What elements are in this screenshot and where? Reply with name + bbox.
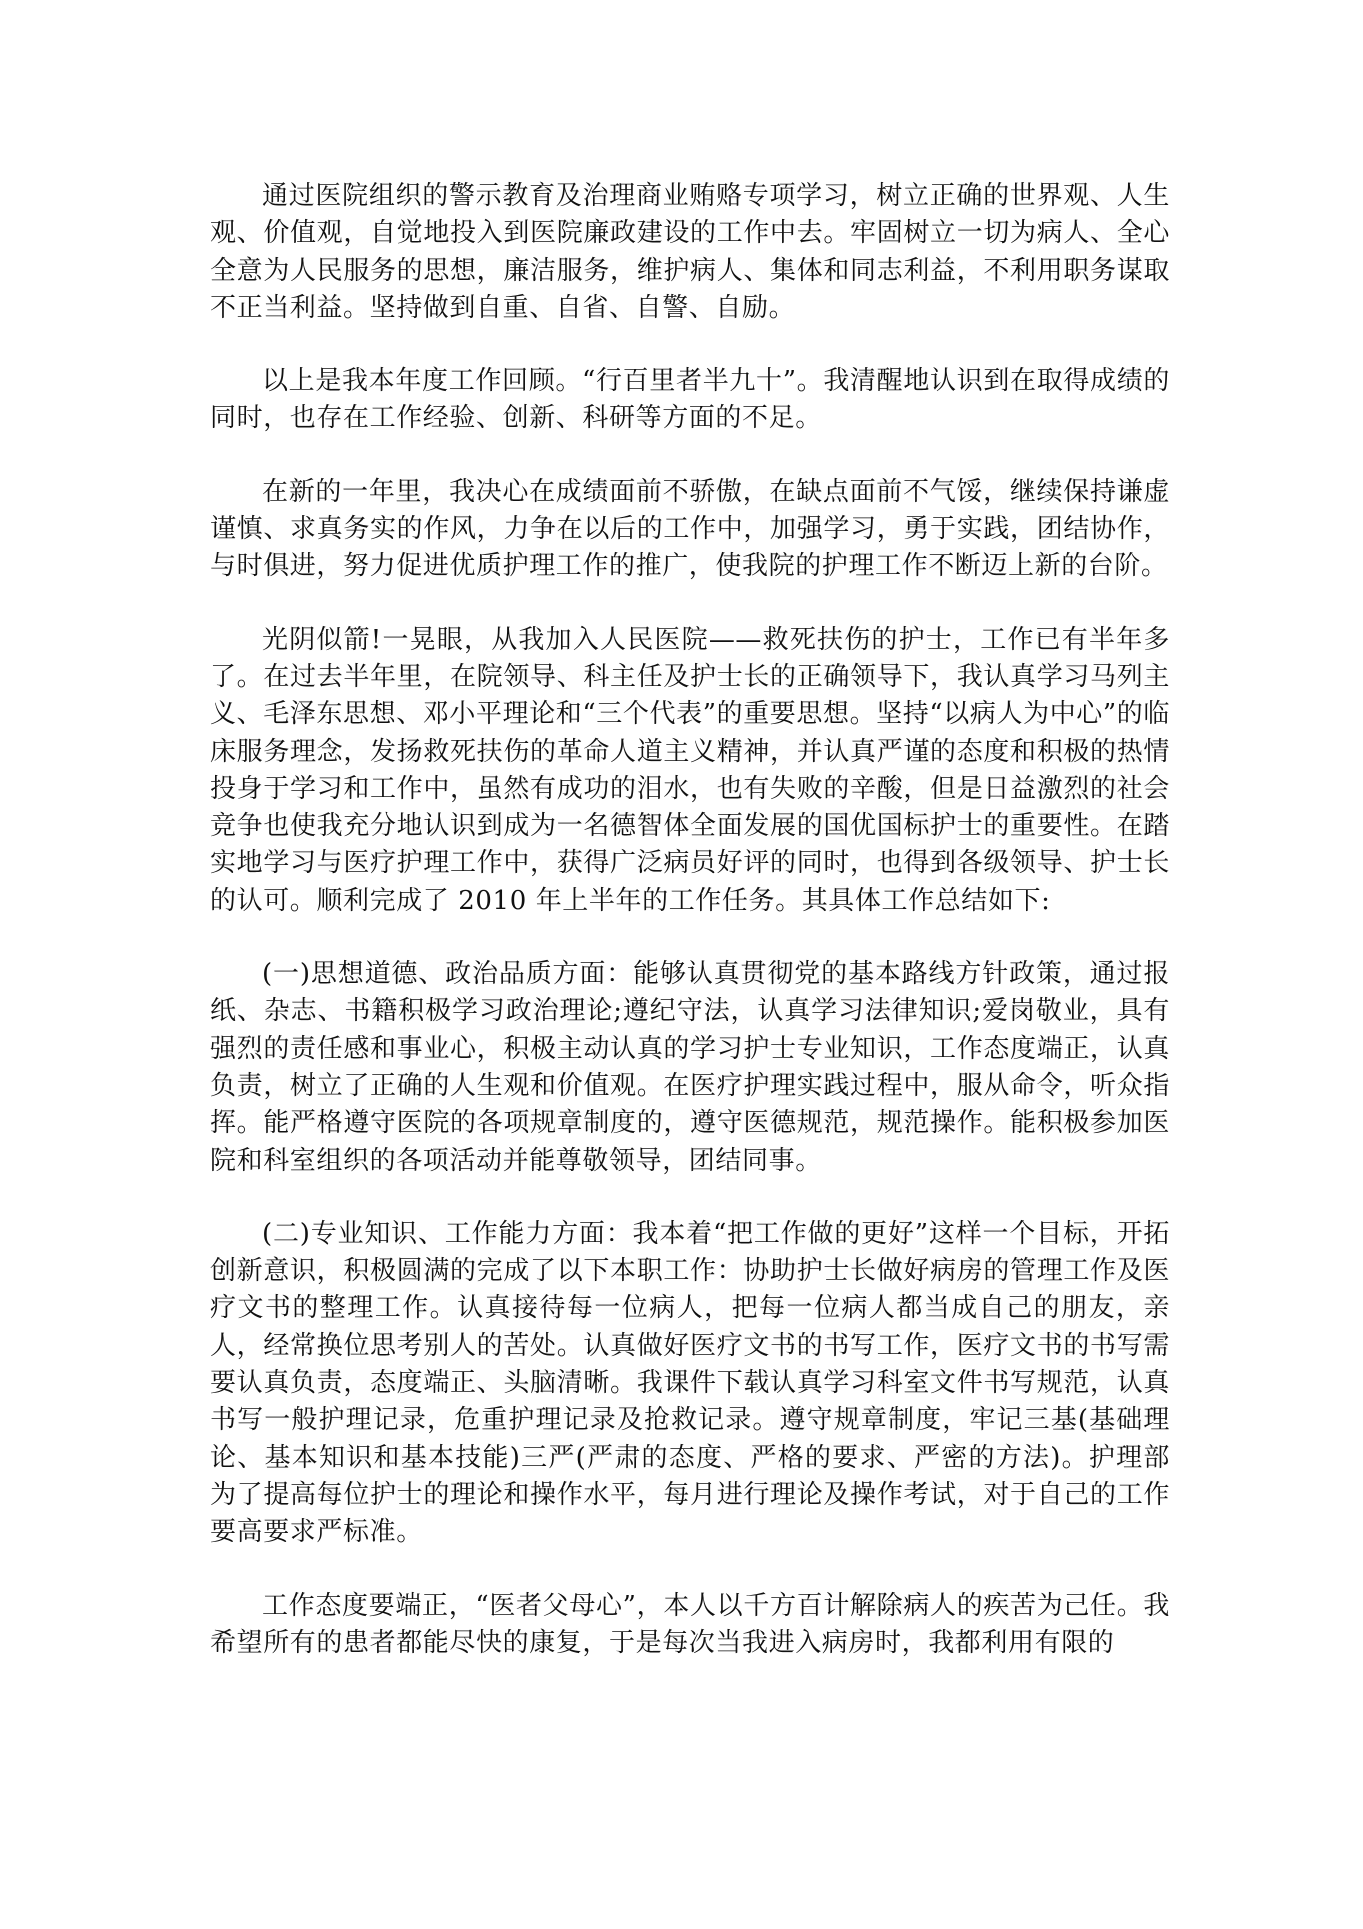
paragraph-1: 通过医院组织的警示教育及治理商业贿赂专项学习，树立正确的世界观、人生观、价值观，自觉地投入到医院廉政建设的工作中去。牢固树立一切为病人、全心全意为人民服务的思想，廉洁服务，维护病人、集体和同志利益，不利用职务谋取不正当利益。坚持做到自重、自省、自警、自励。 <box>210 181 1170 323</box>
paragraph-2: 以上是我本年度工作回顾。“行百里者半九十”。我清醒地认识到在取得成绩的同时，也存在工作经验、创新、科研等方面的不足。 <box>210 366 1170 434</box>
paragraph-4: 光阴似箭!一晃眼，从我加入人民医院——救死扶伤的护士，工作已有半年多了。在过去半年里，在院领导、科主任及护士长的正确领导下，我认真学习马列主义、毛泽东思想、邓小平理论和“三个代表”的重要思想。坚持“以病人为中心”的临床服务理念，发扬救死扶伤的革命人道主义精神，并认真严谨的态度和积极的热情投身于学习和工作中，虽然有成功的泪水，也有失败的辛酸，但是日益激烈的社会竞争也使我充分地认识到成为一名德智体全面发展的国优国标护士的重要性。在踏实地学习与医疗护理工作中，获得广泛病员好评的同时，也得到各级领导、护士长的认可。顺利完成了 2010 年上半年的工作任务。其具体工作总结如下: <box>210 624 1170 916</box>
paragraph-5: (一)思想道德、政治品质方面：能够认真贯彻党的基本路线方针政策，通过报纸、杂志、书籍积极学习政治理论;遵纪守法，认真学习法律知识;爱岗敬业，具有强烈的责任感和事业心，积极主动认真的学习护士专业知识，工作态度端正，认真负责，树立了正确的人生观和价值观。在医疗护理实践过程中，服从命令，听众指挥。能严格遵守医院的各项规章制度的，遵守医德规范，规范操作。能积极参加医院和科室组织的各项活动并能尊敬领导，团结同事。 <box>210 959 1170 1176</box>
paragraph-7: 工作态度要端正，“医者父母心”，本人以千方百计解除病人的疾苦为己任。我希望所有的患者都能尽快的康复，于是每次当我进入病房时，我都利用有限的 <box>210 1590 1170 1658</box>
document-body <box>210 178 1170 1662</box>
paragraph-6: (二)专业知识、工作能力方面：我本着“把工作做的更好”这样一个目标，开拓创新意识，积极圆满的完成了以下本职工作：协助护士长做好病房的管理工作及医疗文书的整理工作。认真接待每一位病人，把每一位病人都当成自己的朋友，亲人，经常换位思考别人的苦处。认真做好医疗文书的书写工作，医疗文书的书写需要认真负责，态度端正、头脑清晰。我课件下载认真学习科室文件书写规范，认真书写一般护理记录，危重护理记录及抢救记录。遵守规章制度，牢记三基(基础理论、基本知识和基本技能)三严(严肃的态度、严格的要求、严密的方法)。护理部为了提高每位护士的理论和操作水平，每月进行理论及操作考试，对于自己的工作要高要求严标准。 <box>210 1218 1170 1548</box>
paragraph-3: 在新的一年里，我决心在成绩面前不骄傲，在缺点面前不气馁，继续保持谦虚谨慎、求真务实的作风，力争在以后的工作中，加强学习，勇于实践，团结协作，与时俱进，努力促进优质护理工作的推广，使我院的护理工作不断迈上新的台阶。 <box>210 476 1170 582</box>
